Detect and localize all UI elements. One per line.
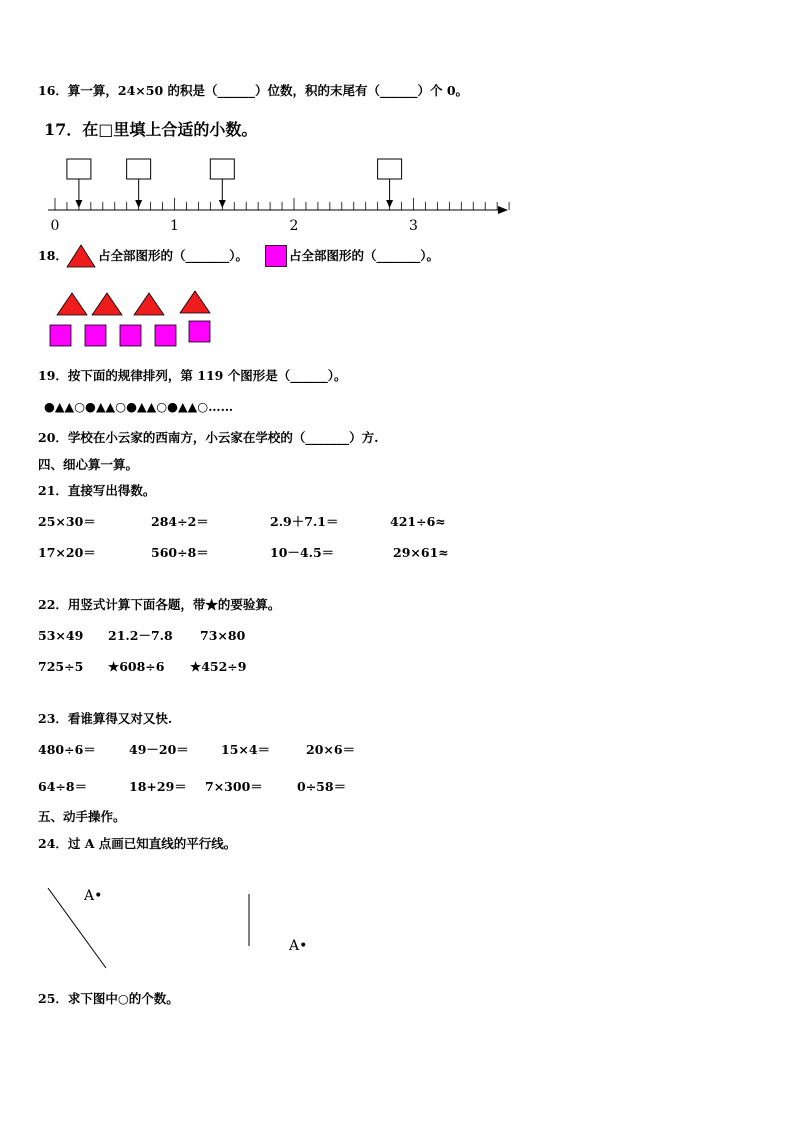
question-21-title: 21．直接写出得数。: [38, 483, 156, 498]
question-16: 16．算一算，24×50 的积是（______）位数，积的末尾有（______）个 0。: [38, 83, 469, 98]
triangle-icon: [66, 244, 96, 268]
q21-cell: 25×30＝: [38, 514, 96, 529]
question-22-title: 22．用竖式计算下面各题，带★的要验算。: [38, 597, 281, 612]
triangle-shape: [92, 293, 122, 315]
q21-cell: 421÷6≈: [390, 514, 446, 529]
q23-cell: 18+29＝: [129, 779, 187, 794]
q23-cell: 0÷58＝: [297, 779, 347, 794]
triangle-shape: [134, 293, 164, 315]
answer-box: [378, 159, 402, 179]
answer-box: [210, 159, 234, 179]
triangle-shape: [57, 293, 87, 315]
q21-cell: 284÷2＝: [151, 514, 209, 529]
q22-cell: ★452÷9: [190, 659, 247, 674]
q22-cell: 73×80: [200, 628, 246, 643]
pointer-arrow: [219, 200, 226, 208]
pointer-arrow: [75, 200, 82, 208]
square-shape: [50, 325, 71, 346]
q23-cell: 480÷6＝: [38, 742, 96, 757]
square-shape: [155, 325, 176, 346]
question-25-title: 25．求下图中○的个数。: [38, 991, 179, 1006]
q23-cell: 7×300＝: [205, 779, 263, 794]
answer-box: [67, 159, 91, 179]
q22-cell: ★608÷6: [108, 659, 165, 674]
q23-cell: 64÷8＝: [38, 779, 88, 794]
pointer-arrow: [135, 200, 142, 208]
shape-group: [46, 290, 226, 350]
q22-cell: 21.2－7.8: [108, 628, 173, 643]
q23-cell: 20×6＝: [306, 742, 356, 757]
q21-cell: 29×61≈: [393, 545, 449, 560]
question-18-text-a: 占全部图形的（_______）。: [98, 248, 249, 263]
q23-cell: 49－20＝: [129, 742, 189, 757]
q22-cell: 725÷5: [38, 659, 84, 674]
question-23-title: 23．看谁算得又对又快.: [38, 711, 173, 726]
triangle-shape: [180, 291, 210, 313]
point-a-label: A•: [84, 888, 103, 904]
answer-box: [127, 159, 151, 179]
given-line-vertical: [240, 890, 260, 950]
q21-cell: 17×20＝: [38, 545, 96, 560]
q22-cell: 53×49: [38, 628, 84, 643]
q21-cell: 2.9＋7.1＝: [270, 514, 339, 529]
square-shape: [120, 325, 141, 346]
tick-label: 3: [409, 218, 418, 234]
square-shape: [85, 325, 106, 346]
question-20: 20．学校在小云家的西南方，小云家在学校的（_______）方.: [38, 430, 379, 445]
q21-cell: 560÷8＝: [151, 545, 209, 560]
question-19: 19．按下面的规律排列，第 119 个图形是（______）。: [38, 368, 347, 383]
shape-pattern: ●▲▲○●▲▲○●▲▲○●▲▲○……: [44, 399, 234, 414]
question-17-title: 17．在□里填上合适的小数。: [44, 120, 258, 139]
pointer-arrow: [386, 200, 393, 208]
tick-label: 1: [170, 218, 179, 234]
question-18-number: 18．: [38, 248, 68, 263]
question-24-title: 24．过 A 点画已知直线的平行线。: [38, 836, 237, 851]
section-4-title: 四、细心算一算。: [38, 457, 139, 472]
tick-label: 2: [289, 218, 299, 234]
number-line: [0, 150, 560, 240]
q23-cell: 15×4＝: [221, 742, 271, 757]
square-icon: [265, 245, 287, 267]
given-line-diagonal: [40, 880, 120, 980]
axis-arrow: [498, 206, 508, 214]
point-a-label: A•: [289, 938, 308, 954]
tick-label: 0: [50, 218, 60, 234]
square-shape: [189, 321, 210, 342]
question-18-text-b: 占全部图形的（_______）。: [289, 248, 440, 263]
section-5-title: 五、动手操作。: [38, 809, 126, 824]
q21-cell: 10－4.5＝: [270, 545, 335, 560]
